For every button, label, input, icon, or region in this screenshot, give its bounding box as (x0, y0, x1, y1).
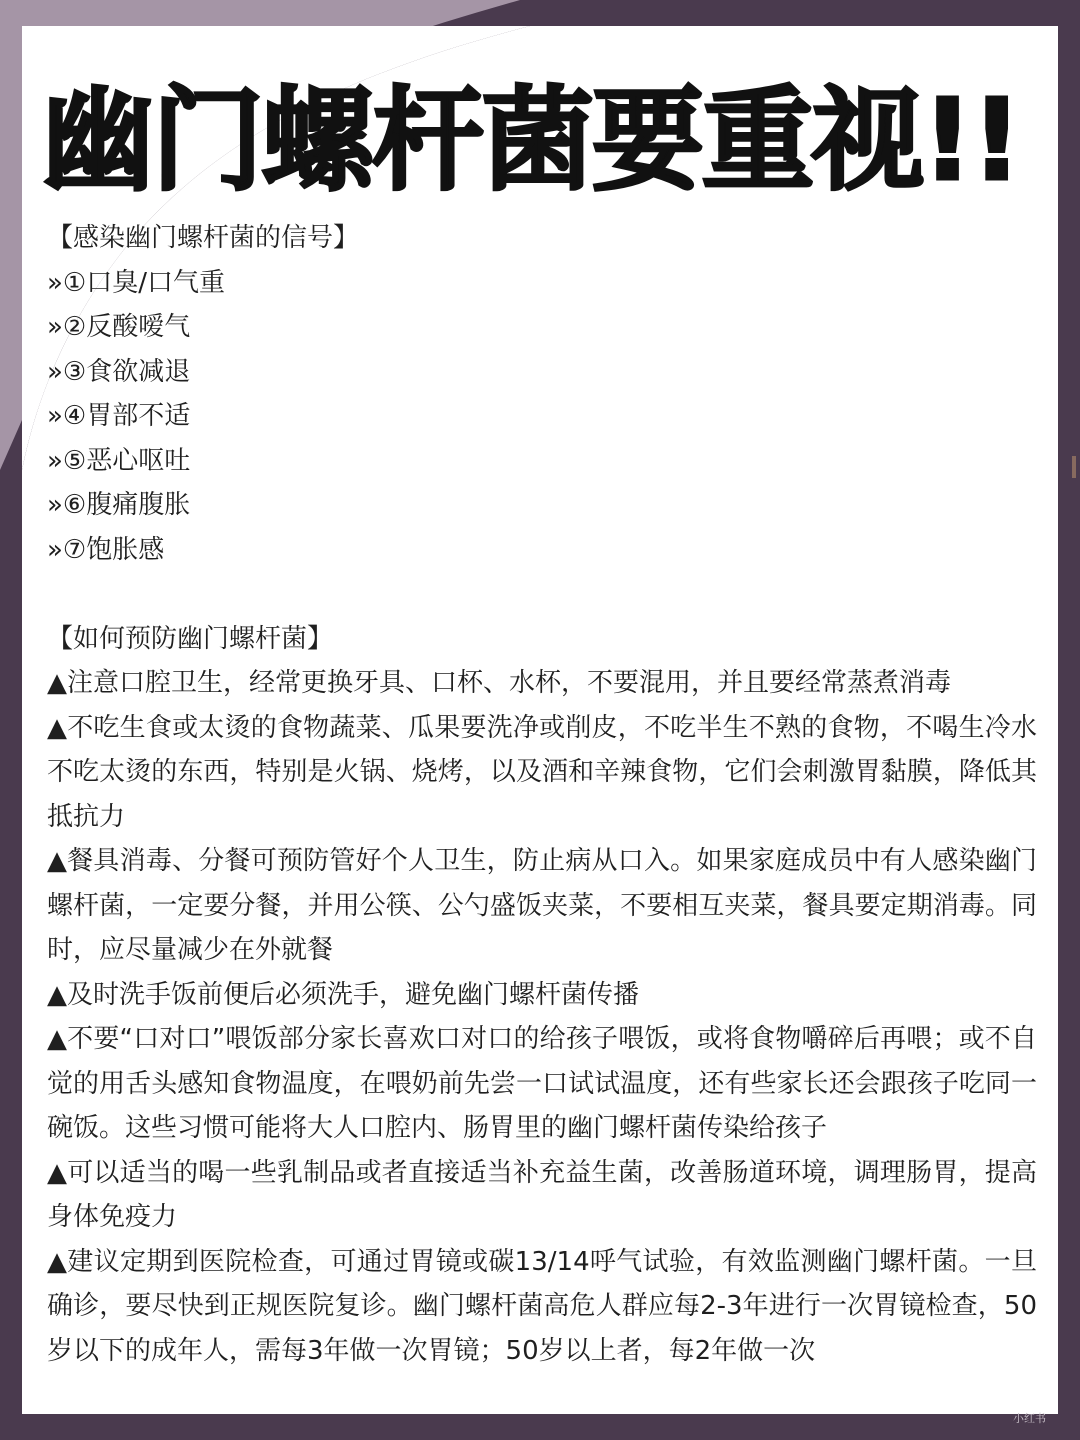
prevention-heading: 【如何预防幽门螺杆菌】 (47, 623, 334, 654)
prevention-paragraph: ▲不吃生食或太烫的食物蔬菜、瓜果要洗净或削皮，不吃半生不熟的食物，不喝生冷水不吃太烫的东西，特别是火锅、烧烤，以及酒和辛辣食物，它们会刺激胃黏膜，降低其抵抗力 (47, 712, 1037, 832)
signal-item: »⑥腹痛腹胀 (47, 490, 191, 520)
section-spacer (47, 572, 1037, 617)
signal-item: »⑦饱胀感 (47, 534, 165, 565)
prevention-section (47, 617, 1037, 1374)
prevention-paragraph: ▲建议定期到医院检查，可通过胃镜或碳13/14呼气试验，有效监测幽门螺杆菌。一旦确诊，要尽快到正规医院复诊。幽门螺杆菌高危人群应每2-3年进行一次胃镜检查，50岁以下的成年人，需每3年做一次胃镜；50岁以上者，每2年做一次 (47, 1246, 1037, 1366)
signals-section (47, 216, 1037, 572)
signal-item: »④胃部不适 (47, 401, 191, 431)
page-title: 幽门螺杆菌要重视!! (42, 76, 1021, 206)
signal-item: »⑤恶心呕吐 (47, 445, 191, 476)
watermark-logo: 小红书 (1013, 1412, 1046, 1425)
article-body (47, 216, 1037, 1373)
signals-heading: 【感染幽门螺杆菌的信号】 (47, 223, 360, 253)
prevention-paragraph: ▲可以适当的喝一些乳制品或者直接适当补充益生菌，改善肠道环境，调理肠胃，提高身体免疫力 (47, 1157, 1037, 1232)
signal-item: »②反酸嗳气 (47, 312, 191, 342)
edge-marker (1072, 456, 1076, 478)
prevention-paragraph: ▲餐具消毒、分餐可预防管好个人卫生，防止病从口入。如果家庭成员中有人感染幽门螺杆菌，一定要分餐，并用公筷、公勺盛饭夹菜，不要相互夹菜，餐具要定期消毒。同时，应尽量减少在外就餐 (47, 846, 1037, 965)
prevention-paragraph: ▲及时洗手饭前便后必须洗手，避免幽门螺杆菌传播 (47, 979, 639, 1010)
signal-item: »①口臭/口气重 (47, 267, 225, 298)
prevention-paragraph: ▲不要“口对口”喂饭部分家长喜欢口对口的给孩子喂饭，或将食物嚼碎后再喂；或不自觉的用舌头感知食物温度，在喂奶前先尝一口试试温度，还有些家长还会跟孩子吃同一碗饭。这些习惯可能将大人口腔内、肠胃里的幽门螺杆菌传染给孩子 (47, 1024, 1037, 1143)
signal-item: »③食欲减退 (47, 356, 191, 387)
prevention-paragraph: ▲注意口腔卫生，经常更换牙具、口杯、水杯，不要混用，并且要经常蒸煮消毒 (47, 668, 951, 698)
